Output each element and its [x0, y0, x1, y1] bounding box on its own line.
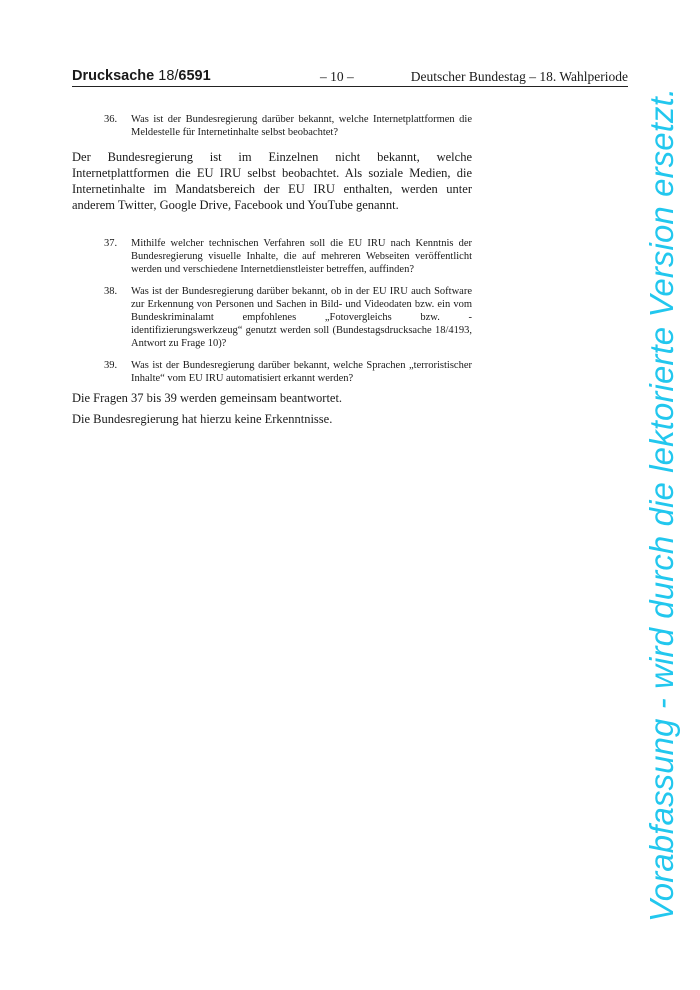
question-text: Was ist der Bundesregierung darüber bekannt, ob in der EU IRU auch Software zur Erkennung von Personen und Sachen in Bild- und Videodaten bzw. ein vom Bundeskriminalamt empfohlenes „Fotovergleichs bzw. -identifizierungswerkzeug“ genutzt werden soll (Bundestagsdrucksache 18/4193, Antwort zu Frage 10)?: [131, 286, 472, 349]
page-header: [72, 68, 628, 88]
question-number: 39.: [104, 360, 118, 371]
question-text: Was ist der Bundesregierung darüber bekannt, welche Sprachen „terroristischer Inhalte“ vom EU IRU automatisiert erkannt werden?: [131, 360, 472, 384]
page-number: – 10 –: [320, 69, 354, 84]
answer-37-39-intro: Die Fragen 37 bis 39 werden gemeinsam beantwortet.: [72, 391, 343, 405]
question-text: Mithilfe welcher technischen Verfahren soll die EU IRU nach Kenntnis der Bundesregierung visuelle Inhalte, die auf mehreren Webseiten veröffentlicht werden und verschiedene Internetdienstleister betreffen, auffinden?: [131, 238, 472, 275]
question-number: 38.: [104, 286, 118, 297]
doc-number: 6591: [178, 68, 211, 84]
doc-label: Drucksache: [72, 68, 155, 84]
question-39: [72, 359, 472, 385]
header-rule: [72, 86, 628, 87]
doc-number-prefix: 18/: [158, 68, 179, 84]
answer-36: Der Bundesregierung ist im Einzelnen nicht bekannt, welche Internetplattformen die EU IRU selbst beobachtet. Als soziale Medien, die Internetinhalte im Mandatsbereich der EU IRU enthalten, werden unter anderem Twitter, Google Drive, Facebook und YouTube genannt.: [72, 150, 472, 212]
document-number: [72, 68, 211, 84]
page-content: [72, 113, 472, 427]
question-37: [72, 237, 472, 276]
question-38: [72, 285, 472, 350]
preliminary-version-watermark: Vorabfassung - wird durch die lektorierte Version ersetzt.: [643, 87, 680, 923]
question-36: [72, 113, 472, 139]
question-number: 37.: [104, 238, 118, 249]
publisher: Deutscher Bundestag – 18. Wahlperiode: [410, 69, 628, 84]
answer-37-39: Die Bundesregierung hat hierzu keine Erkenntnisse.: [72, 412, 333, 426]
question-number: 36.: [104, 114, 118, 125]
question-text: Was ist der Bundesregierung darüber bekannt, welche Internetplattformen die Meldestelle für Internetinhalte selbst beobachtet?: [131, 114, 472, 138]
